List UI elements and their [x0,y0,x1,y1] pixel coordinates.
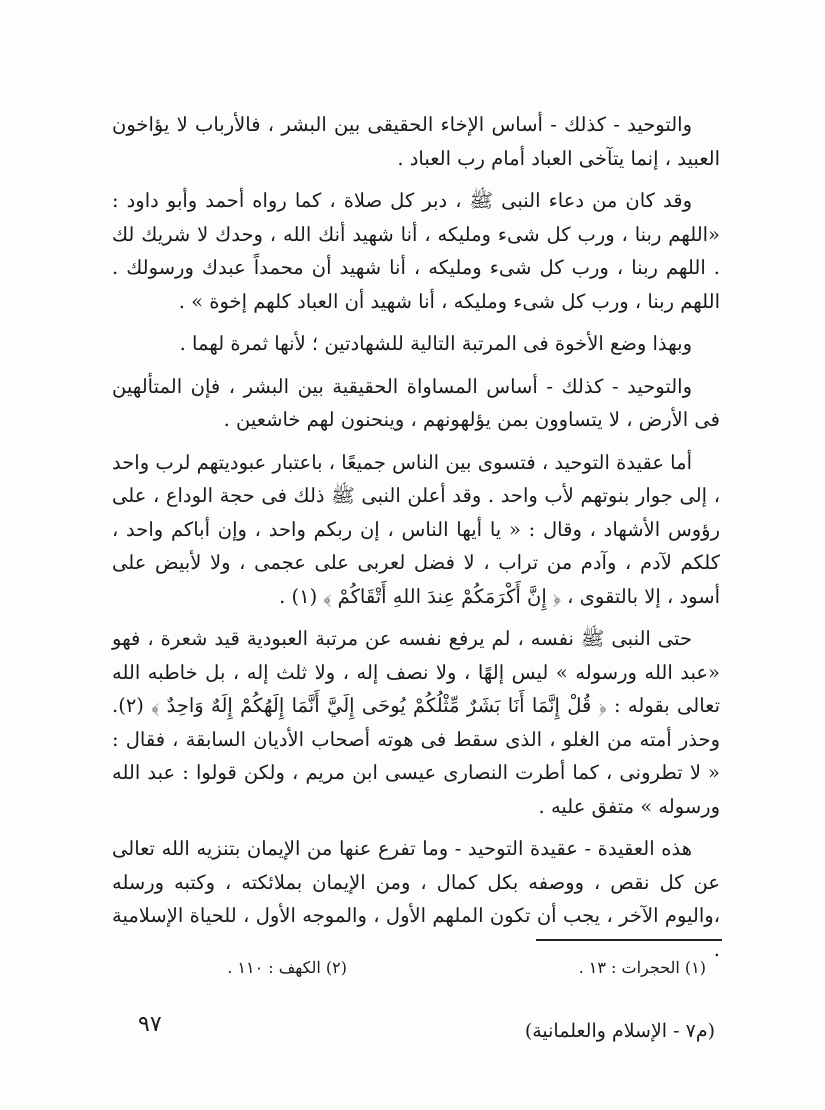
paragraph-brotherhood: والتوحيد - كذلك - أساس الإخاء الحقيقى بين البشر ، فالأرباب لا يؤاخون العبيد ، إنما يتآخى العباد أمام رب العباد . [112,113,720,170]
paragraph-prayer: وقد كان من دعاء النبى ﷺ ، دبر كل صلاة ، كما رواه أحمد وأبو داود : «اللهم ربنا ، ورب كل شىء ومليكه ، أنا شهيد أنك الله ، وحدك لا شريك لك . اللهم ربنا ، ورب كل شىء ومليكه ، أنا شهيد أن محمداً عبدك ورسولك . اللهم ربنا ، ورب كل شىء ومليكه ، أنا شهيد أن العباد كلهم إخوة » . [112,189,720,313]
paragraph-creed: هذه العقيدة - عقيدة التوحيد - وما تفرع عنها من الإيمان بتنزيه الله تعالى عن كل نقص ، ووصفه بكل كمال ، ومن الإيمان بملائكته ، وكتبه ورسله ،واليوم الآخر ، يجب أن تكون الملهم الأول ، والموجه الأول ، للحياة الإسلامية . [112,837,720,961]
footnote-2: (٢) الكهف : ١١٠ . [227,958,347,977]
paragraph-servitude: حتى النبى ﷺ نفسه ، لم يرفع نفسه عن مرتبة العبودية قيد شعرة ، فهو «عبد الله ورسوله » ليس إلهًا ، ولا نصف إله ، ولا ثلث إله ، بل خاطبه الله تعالى بقوله : ﴿ قُلْ إِنَّمَا أَنَا بَشَرٌ مِّثْلُكُمْ يُوحَى إِلَيَّ أَنَّمَا إِلَهُكُمْ إِلَهٌ وَاحِدٌ ﴾ (٢). وحذر أمته من الغلو ، الذى سقط فى هوته أصحاب الأديان السابقة ، فقال : « لا تطرونى ، كما أطرت النصارى عيسى ابن مريم ، ولكن قولوا : عبد الله ورسوله » متفق عليه . [112,627,720,818]
footnote-1: (١) الحجرات : ١٣ . [578,958,706,977]
page-number: ٩٧ [138,1012,162,1037]
paragraph-testimony: وبهذا وضع الأخوة فى المرتبة التالية للشهادتين ؛ لأنها ثمرة لهما . [179,332,692,355]
paragraph-farewell-sermon: أما عقيدة التوحيد ، فتسوى بين الناس جميعًا ، باعتبار عبوديتهم لرب واحد ، إلى جوار بنوتهم لأب واحد . وقد أعلن النبى ﷺ ذلك فى حجة الوداع ، على رؤوس الأشهاد ، وقال : « يا أيها الناس ، إن ربكم واحد ، وإن أباكم واحد ، كلكم لآدم ، وآدم من تراب ، لا فضل لعربى على عجمى ، ولا لأبيض على أسود ، إلا بالتقوى ، ﴿ إِنَّ أَكْرَمَكُمْ عِندَ اللهِ أَتْقَاكُمْ ﴾ (١) . [112,450,720,608]
paragraph-equality: والتوحيد - كذلك - أساس المساواة الحقيقية بين البشر ، فإن المتألهين فى الأرض ، لا يتساوون بمن يؤلهونهم ، وينحنون لهم خاشعين . [112,374,720,431]
footnote-divider [536,939,722,941]
signature-mark: (م٧ - الإسلام والعلمانية) [524,1020,715,1042]
body-text [112,108,720,975]
